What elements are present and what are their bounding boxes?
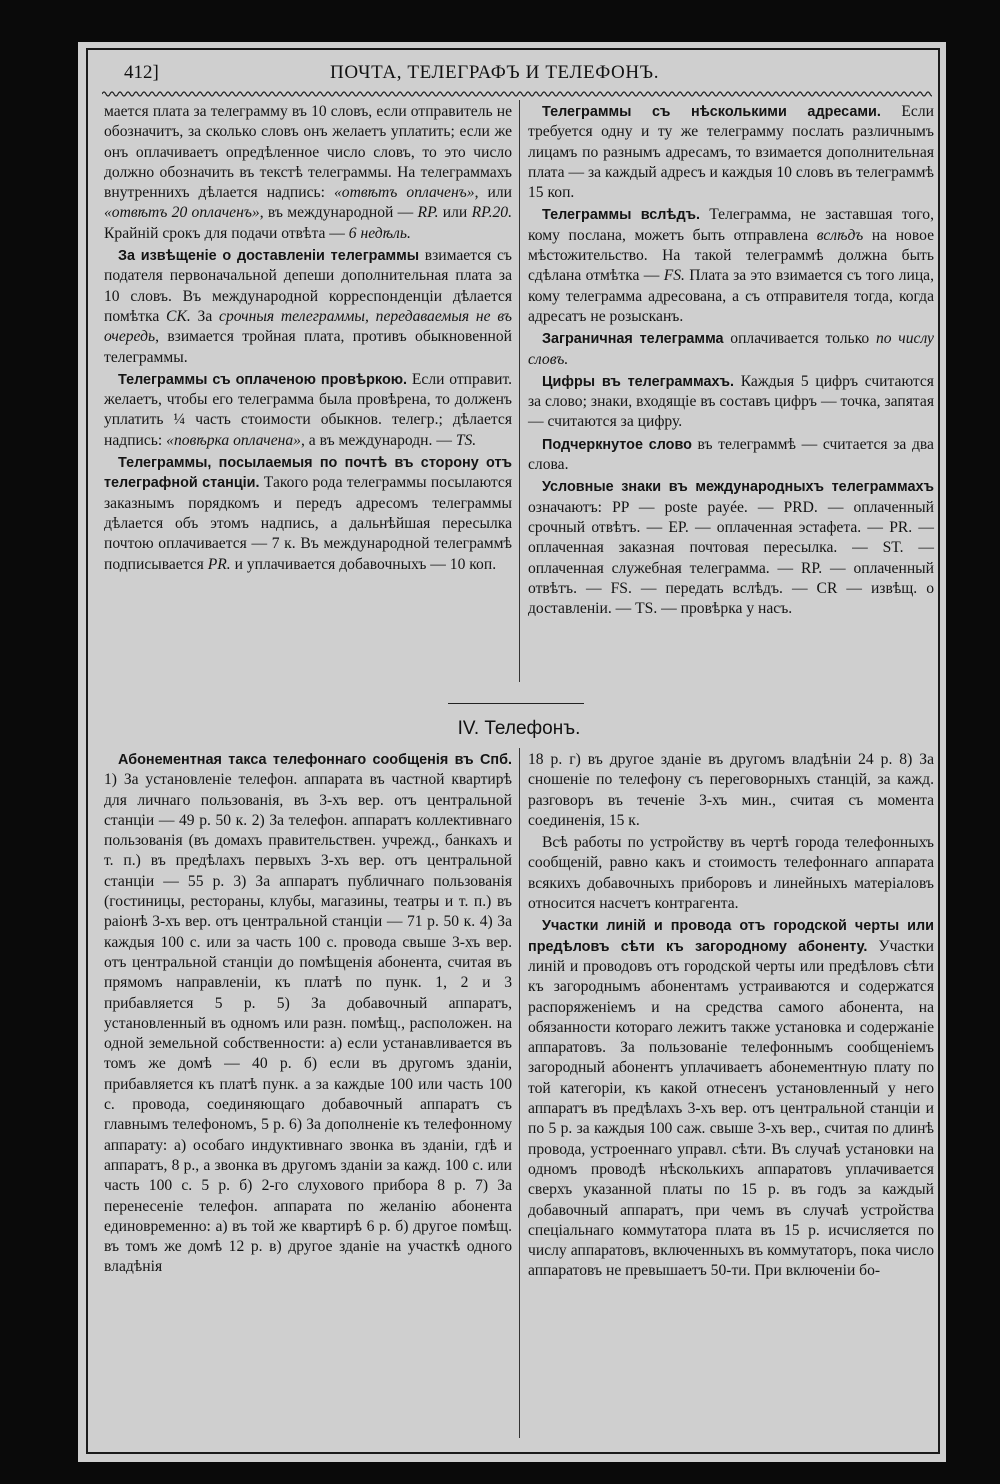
run-in-heading: За извѣщеніе о доставленіи телеграммы xyxy=(118,248,420,265)
italic-text: «повѣрка оплачена» xyxy=(166,431,301,449)
body-text: или xyxy=(438,204,472,222)
italic-text: CK. xyxy=(166,307,191,325)
body-text: на новое мѣстожительство. На такой телеграммѣ должна быть сдѣлана отмѣтка — xyxy=(528,226,934,285)
paragraph xyxy=(528,477,934,619)
italic-text: 6 недѣль. xyxy=(348,224,411,242)
body-text: означаютъ: PP — poste payée. — PRD. — оплаченный срочный отвѣтъ. — EP. — оплаченная эстафета. — PR. — оплаченная заказная почтовая пересылка. — ST. — оплаченная служебная телеграмма. — RP. — оплаченный отвѣтъ. — FS. — передать вслѣдъ. — CR — извѣщ. о доставленіи. — TS. — провѣрка у насъ. xyxy=(528,498,934,618)
body-text: Если отправит. желаетъ, чтобы его телеграмма была провѣрена, то долженъ уплатить ¼ часть стоимости обыкнов. телегр.; дѣлается надпись: xyxy=(104,370,512,449)
italic-text: по числу словъ. xyxy=(528,330,934,368)
paragraph xyxy=(104,102,512,244)
body-text: взимается съ подателя первоначальной депеши дополнительная плата за 10 словъ. Въ международной корреспонденціи дѣлается помѣтка xyxy=(104,247,512,325)
paragraph xyxy=(528,916,934,1281)
italic-text: «отвѣтъ оплаченъ» xyxy=(334,184,475,202)
section-separator-rule xyxy=(448,703,584,704)
paragraph xyxy=(104,750,512,1278)
body-text: Каждыя 5 цифръ считаются за слово; знаки, входящіе въ составъ цифръ — точка, запятая — считаются за цифру. xyxy=(528,372,934,431)
run-in-heading: Телеграммы вслѣдъ. xyxy=(542,207,700,224)
run-in-heading: Телеграммы, посылаемыя по почтѣ въ сторону отъ телеграфной станціи. xyxy=(104,455,512,492)
section-title: IV. Телефонъ. xyxy=(457,718,581,739)
paragraph xyxy=(528,750,934,831)
page-number: 412] xyxy=(124,62,159,83)
paragraph xyxy=(104,370,512,451)
body-text: , въ международной — xyxy=(259,204,418,222)
italic-text: PR. xyxy=(207,555,231,573)
run-in-heading: Цифры въ телеграммахъ. xyxy=(542,373,734,390)
body-text: въ телеграммѣ — считается за два слова. xyxy=(528,435,934,474)
paragraph xyxy=(528,372,934,433)
run-in-heading: Подчеркнутое слово xyxy=(542,436,692,453)
run-in-heading: Условные знаки въ международныхъ телеграммахъ xyxy=(542,479,934,496)
italic-text: RP. xyxy=(417,204,439,222)
run-in-heading: Телеграммы съ оплаченою провѣркою. xyxy=(118,371,408,388)
body-text: Крайній срокъ для подачи отвѣта — xyxy=(104,224,349,242)
italic-text: «отвѣтъ 20 оплаченъ» xyxy=(104,204,260,222)
italic-text: RP.20. xyxy=(471,204,512,222)
running-title: ПОЧТА, ТЕЛЕГРАФЪ И ТЕЛЕФОНЪ. xyxy=(330,62,660,83)
body-text: Участки линій и проводовъ отъ городской черты или предѣловъ сѣти къ загороднымъ абонентамъ устраиваются и содержатся распоряженіемъ и на средства самого абонента, на обязанности котораго лежитъ также установка и содержаніе аппаратовъ. За пользованіе телефоннымъ сообщеніемъ загородный абонентъ уплачиваетъ абонементную плату по той категоріи, къ какой отнесенъ установленный у него аппаратъ въ предѣлахъ 3-хъ вер. отъ центральной станціи и по 5 р. за каждыя 100 саж. свыше 3-хъ вер., считая по длинѣ провода, устроеннаго управл. сѣти. Въ случаѣ установки на одномъ проводѣ нѣсколькихъ аппаратовъ уплачивается сверхъ указанной платы по 15 р. въ годъ за каждый добавочный аппаратъ, при чемъ въ случаѣ устройства спеціальнаго коммутатора плата въ 15 р. исчисляется по числу аппаратовъ, включенныхъ въ коммутаторъ, пока число аппаратовъ не превышаетъ 50-ти. При включеніи бо- xyxy=(528,937,934,1280)
column-divider-bottom xyxy=(519,748,520,1438)
run-in-heading: Заграничная телеграмма xyxy=(542,331,724,348)
paragraph xyxy=(528,205,934,327)
column-divider-top xyxy=(519,100,520,682)
body-text: Если требуется одну и ту же телеграмму послать различнымъ лицамъ по разнымъ адресамъ, то взимается дополнительная плата — за каждый адресъ и каждыя 10 словъ въ телеграммѣ 15 коп. xyxy=(528,103,934,202)
paragraph xyxy=(528,435,934,476)
body-text: Плата за это взимается съ того лица, кому телеграмма адресована, а съ отправителя тогда, когда адресатъ не розысканъ. xyxy=(528,267,934,325)
italic-text: вслѣдъ xyxy=(816,226,864,244)
italic-text: FS. xyxy=(663,267,685,285)
column-bottom-right xyxy=(528,750,934,1284)
body-text: Всѣ работы по устройству въ чертѣ города телефонныхъ сообщеній, равно какъ и стоимость телефоннаго аппарата всякихъ добавочныхъ приборовъ и линейныхъ матеріаловъ относится насчетъ контрагента. xyxy=(528,834,934,913)
body-text: мается плата за телеграмму въ 10 словъ, если отправитель не обозначитъ, за сколько словъ онъ желаетъ уплатить; если же онъ оплачиваетъ опредѣленное число словъ, то это число должно обозначить въ текстѣ телеграммы. На телеграммахъ внутреннихъ дѣлается надпись: xyxy=(104,103,512,202)
paragraph xyxy=(528,102,934,203)
paragraph xyxy=(528,329,934,370)
paragraph xyxy=(104,246,512,368)
body-text: и уплачивается добавочныхъ — 10 коп. xyxy=(230,555,497,573)
header-wavy-rule xyxy=(102,88,932,100)
body-text: , взимается тройная плата, противъ обыкновенной телеграммы. xyxy=(104,328,512,366)
run-in-heading: Участки линій и провода отъ городской черты или предѣловъ сѣти къ загородному абоненту. xyxy=(528,918,934,955)
body-text: За xyxy=(190,307,220,325)
column-top-left xyxy=(104,102,512,577)
body-text: 1) За установленіе телефон. аппарата въ частной квартирѣ для личнаго пользованія, въ 3-хъ вер. отъ центральной станціи — 49 р. 50 к. 2) За телефон. аппаратъ коллективнаго пользованія (въ домахъ правительствен. учрежд., банкахъ и т. п.) въ предѣлахъ первыхъ 3-хъ вер. отъ центральной станціи — 55 р. 3) За аппаратъ публичнаго пользованія (гостиницы, рестораны, клубы, магазины, театры и т. п.) въ раіонѣ 3-хъ вер. отъ центральной станціи — 71 р. 50 к. 4) За каждыя 100 с. или за часть 100 с. провода свыше 3-хъ вер. отъ центральной станціи до помѣщенія абонента, считая въ прямомъ направленіи, къ платѣ по пунк. 1, 2 и 3 прибавляется 5 р. 5) За добавочный аппаратъ, установленный въ одномъ или разн. помѣщ., расположен. на одной земельной собственности: а) если устанавливается въ томъ же домѣ — 40 р. б) если въ другомъ зданіи, прибавляется къ платѣ пунк. а за каждые 100 или часть 100 с. провода, соединяющаго добавочный аппаратъ съ главнымъ телефономъ, 5 р. 6) За дополненіе къ телефонному аппарату: а) особаго индуктивнаго звонка въ зданіи, гдѣ и аппаратъ, 8 р., а звонка въ другомъ зданіи за кажд. 100 с. или часть 100 с. 5 р. б) 2-го слухового прибора 8 р. 7) За перенесеніе телефон. аппарата по желанію абонента единовременно: а) въ той же квартирѣ 6 р. б) другое помѣщ. въ томъ же домѣ 12 р. в) другое зданіе на участкѣ одного владѣнія xyxy=(104,771,512,1276)
paragraph xyxy=(104,453,512,575)
page-header xyxy=(124,58,934,88)
body-text: , или xyxy=(474,184,512,202)
body-text: оплачивается только xyxy=(723,330,876,348)
body-text: 18 р. г) въ другое зданіе въ другомъ владѣніи 24 р. 8) За сношеніе по телефону съ переговорныхъ станцій, за кажд. разговоръ въ теченіе 3-хъ мин., считая съ момента соединенія, 15 к. xyxy=(528,751,934,829)
run-in-heading: Абонементная такса телефоннаго сообщенія въ Спб. xyxy=(118,752,512,768)
italic-text: TS. xyxy=(455,431,477,449)
column-bottom-left xyxy=(104,750,512,1280)
body-text: Такого рода телеграммы посылаются заказнымъ порядкомъ и передъ адресомъ телеграммы дѣлается объ этомъ надпись, а дальнѣйшая пересылка почтою оплачивается — 7 к. Въ международной телеграммѣ подписывается xyxy=(104,474,512,573)
body-text: Телеграмма, не заставшая того, кому послана, можетъ быть отправлена xyxy=(528,206,934,244)
column-top-right xyxy=(528,102,934,621)
body-text: , а въ международн. — xyxy=(300,431,456,449)
paragraph xyxy=(528,833,934,914)
run-in-heading: Телеграммы съ нѣсколькими адресами. xyxy=(542,104,881,120)
italic-text: срочныя телеграммы, передаваемыя не въ очередь xyxy=(104,307,513,346)
